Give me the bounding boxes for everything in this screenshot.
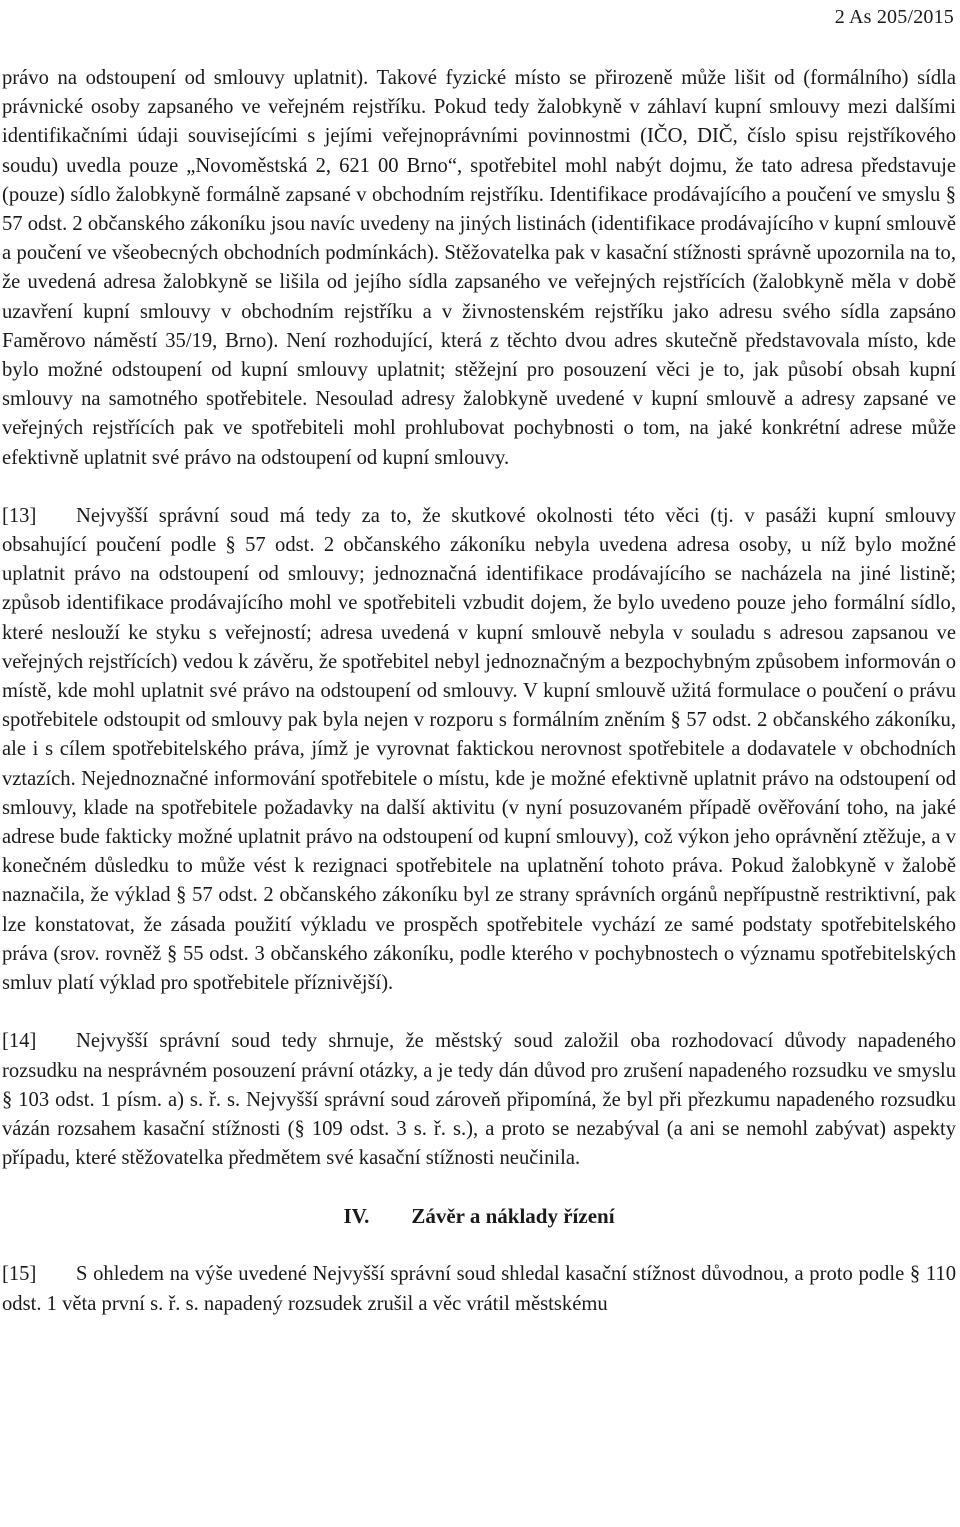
paragraph-15 (2, 1260, 956, 1318)
paragraph-text: S ohledem na výše uvedené Nejvyšší správní soud shledal kasační stížnost důvodnou, a proto podle § 110 odst. 1 věta první s. ř. s. napadený rozsudek zrušil a věc vrátil městskému (2, 1263, 956, 1315)
paragraph-number: [14] (2, 1030, 37, 1053)
document-body (2, 64, 956, 1319)
paragraph-number: [13] (2, 504, 37, 527)
paragraph-13 (2, 502, 956, 998)
paragraph-14 (2, 1027, 956, 1173)
section-heading (2, 1202, 956, 1231)
paragraph-number: [15] (2, 1263, 37, 1286)
paragraph-continuation (2, 64, 956, 473)
paragraph-text: právo na odstoupení od smlouvy uplatnit). Takové fyzické místo se přirozeně může lišit od (formálního) sídla právnické osoby zapsaného ve veřejném rejstříku. Pokud tedy žalobkyně v záhlaví kupní smlouvy mezi dalšími identifikačními údaji souvisejícími s jejími veřejnoprávními povinnostmi (IČO, DIČ, číslo spisu rejstříkového soudu) uvedla pouze „Novoměstská 2, 621 00 Brno“, spotřebitel mohl nabýt dojmu, že tato adresa představuje (pouze) sídlo žalobkyně formálně zapsané v obchodním rejstříku. Identifikace prodávajícího a poučení ve smyslu § 57 odst. 2 občanského zákoníku jsou navíc uvedeny na jiných listinách (identifikace prodávajícího v kupní smlouvě a poučení ve všeobecných obchodních podmínkách). Stěžovatelka pak v kasační stížnosti správně upozornila na to, že uvedená adresa žalobkyně se lišila od jejího sídla zapsaného ve veřejných rejstřících (žalobkyně měla v době uzavření kupní smlouvy v obchodním rejstříku a v živnostenském rejstříku jako adresu svého sídla zapsáno Faměrovo náměstí 35/19, Brno). Není rozhodující, která z těchto dvou adres skutečně představovala místo, kde bylo možné odstoupení od kupní smlouvy uplatnit; stěžejní pro posouzení věci je to, jak působí obsah kupní smlouvy na samotného spotřebitele. Nesoulad adresy žalobkyně uvedené v kupní smlouvě a adresy zapsané ve veřejných rejstřících pak ve spotřebiteli mohl prohlubovat pochybnosti o tom, na jaké konkrétní adrese může efektivně uplatnit své právo na odstoupení od kupní smlouvy. (2, 67, 956, 469)
paragraph-text: Nejvyšší správní soud má tedy za to, že skutkové okolnosti této věci (tj. v pasáži kupní smlouvy obsahující poučení podle § 57 odst. 2 občanského zákoníku nebyla uvedena adresa osoby, u níž bylo možné uplatnit právo na odstoupení od smlouvy; jednoznačná identifikace prodávajícího se nacházela na jiné listině; způsob identifikace prodávajícího mohl ve spotřebiteli vzbudit dojem, že bylo uvedeno pouze jeho formální sídlo, které neslouží ke styku s veřejností; adresa uvedená v kupní smlouvě nebyla v souladu s adresou zapsanou ve veřejných rejstřících) vedou k závěru, že spotřebitel nebyl jednoznačným a bezpochybným způsobem informován o místě, kde mohl uplatnit své právo na odstoupení od smlouvy. V kupní smlouvě užitá formulace o poučení o právu spotřebitele odstoupit od smlouvy pak byla nejen v rozporu s formálním zněním § 57 odst. 2 občanského zákoníku, ale i s cílem spotřebitelského práva, jímž je vyrovnat faktickou nerovnost spotřebitele a dodavatele v obchodních vztazích. Nejednoznačné informování spotřebitele o místu, kde je možné efektivně uplatnit právo na odstoupení od smlouvy, klade na spotřebitele požadavky na další aktivitu (v nyní posuzovaném případě ověřování toho, na jaké adrese bude fakticky možné uplatnit právo na odstoupení od kupní smlouvy), což výkon jeho oprávnění ztěžuje, a v konečném důsledku to může vést k rezignaci spotřebitele na uplatnění tohoto práva. Pokud žalobkyně v žalobě naznačila, že výklad § 57 odst. 2 občanského zákoníku byl ze strany správních orgánů nepřípustně restriktivní, pak lze konstatovat, že zásada použití výkladu ve prospěch spotřebitele vychází ze samé podstaty spotřebitelského práva (srov. rovněž § 55 odst. 3 občanského zákoníku, podle kterého v pochybnostech o významu spotřebitelských smluv platí výklad pro spotřebitele příznivější). (2, 504, 956, 995)
paragraph-text: Nejvyšší správní soud tedy shrnuje, že městský soud založil oba rozhodovací důvody napadeného rozsudku na nesprávném posouzení právní otázky, a je tedy dán důvod pro zrušení napadeného rozsudku ve smyslu § 103 odst. 1 písm. a) s. ř. s. Nejvyšší správní soud zároveň připomíná, že byl při přezkumu napadeného rozsudku vázán rozsahem kasační stížnosti (§ 109 odst. 3 s. ř. s.), a proto se nezabýval (a ani se nemohl zabývat) aspekty případu, které stěžovatelka předmětem své kasační stížnosti neučinila. (2, 1030, 956, 1170)
case-reference: 2 As 205/2015 (834, 6, 954, 28)
section-number: IV. (343, 1204, 370, 1229)
section-title: Závěr a náklady řízení (411, 1204, 615, 1229)
